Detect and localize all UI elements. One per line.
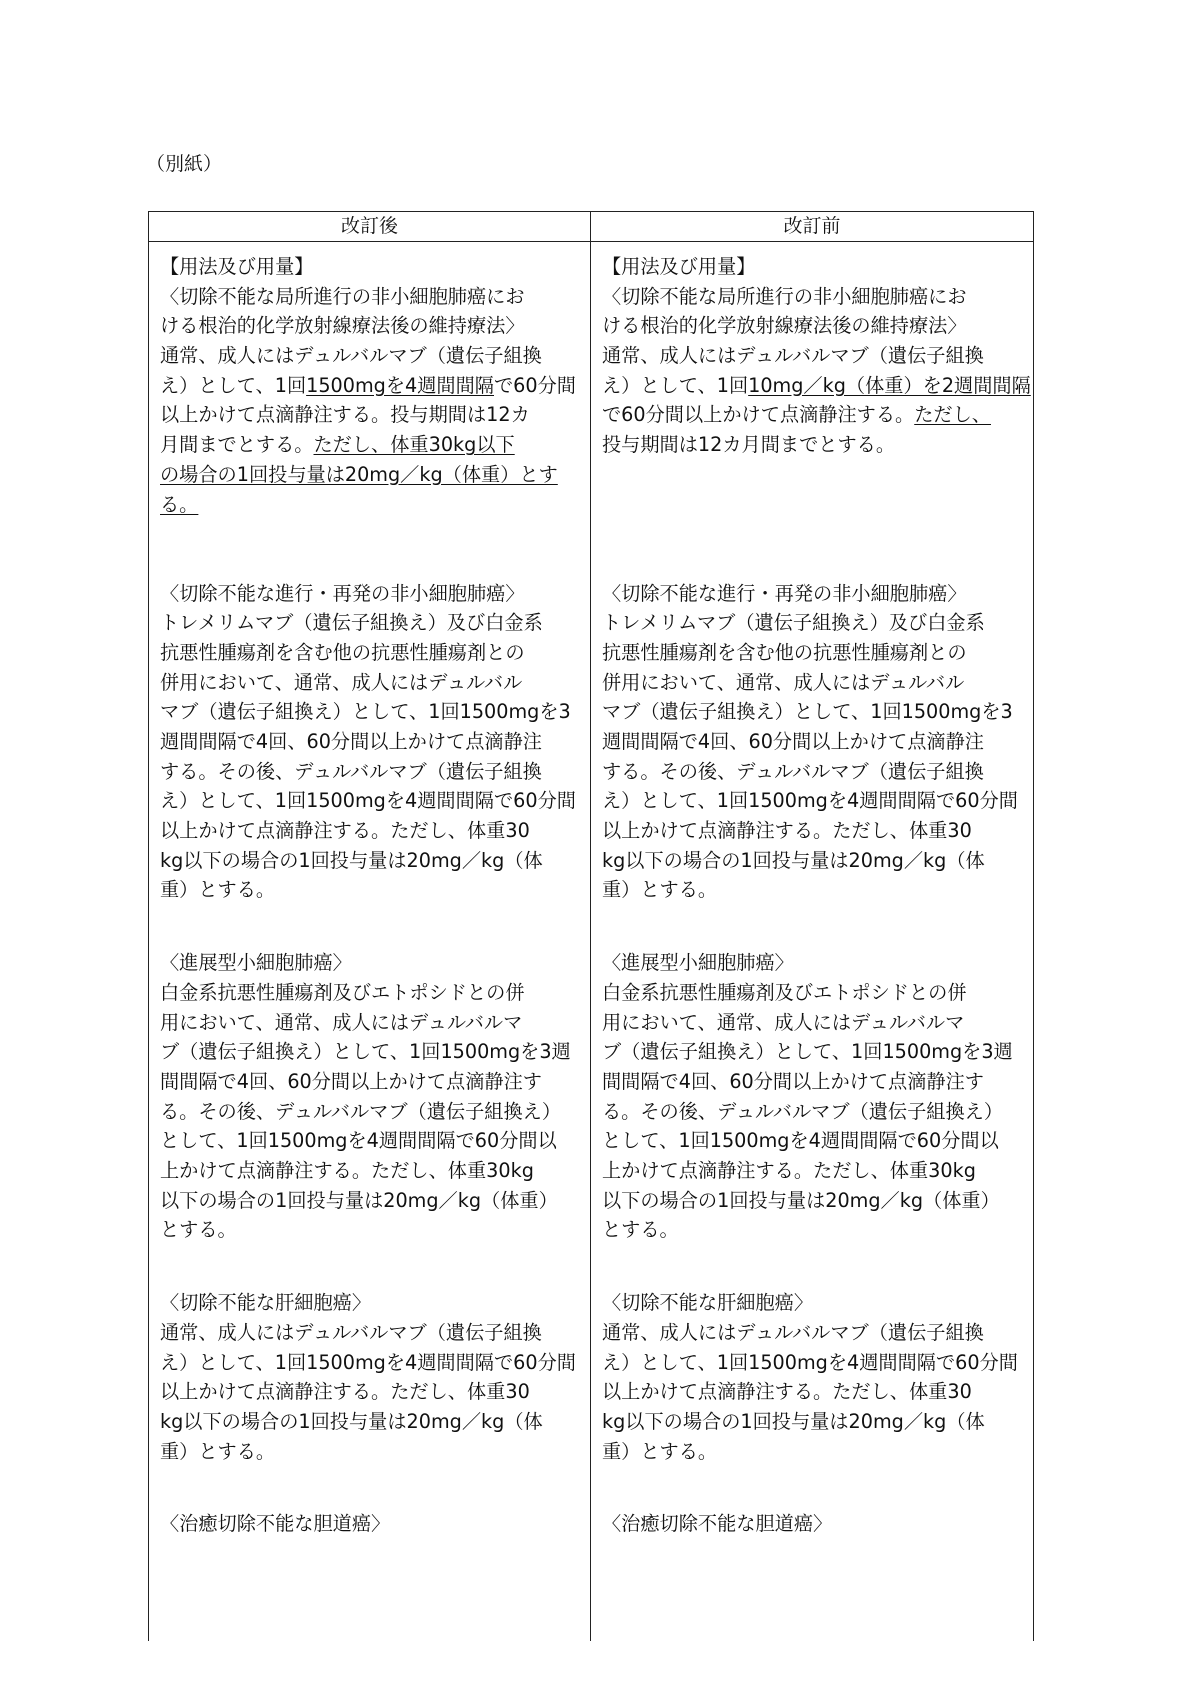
text-line <box>160 252 582 282</box>
text-line <box>602 1377 1024 1407</box>
text-line <box>160 1097 582 1127</box>
text-line <box>602 1067 1024 1097</box>
text-line <box>602 282 1024 312</box>
text-segment: 重）とする。 <box>602 1439 718 1463</box>
text-line <box>160 757 582 787</box>
text-line <box>160 638 582 668</box>
dosage-section <box>160 252 582 519</box>
text-line <box>160 341 582 371</box>
text-segment: え）として、1回1500mgを4週間間隔で60分間 <box>160 1350 576 1374</box>
text-segment: 重）とする。 <box>160 878 276 902</box>
text-line <box>602 1509 1024 1539</box>
text-line <box>160 1186 582 1216</box>
dosage-section <box>602 579 1024 906</box>
section-gap <box>160 905 582 948</box>
header-before-revision: 改訂前 <box>783 215 841 237</box>
text-segment: 用において、通常、成人にはデュルバルマ <box>160 1010 523 1034</box>
text-segment: え）として、1回 <box>602 373 749 397</box>
dosage-section <box>160 1509 582 1539</box>
text-segment: 〈進展型小細胞肺癌〉 <box>602 951 794 975</box>
after-revision-column <box>160 252 582 1539</box>
text-segment: とする。 <box>602 1218 679 1242</box>
text-segment: kg以下の場合の1回投与量は20mg／kg（体 <box>602 848 985 872</box>
page-label: （別紙） <box>146 153 223 175</box>
text-segment: kg以下の場合の1回投与量は20mg／kg（体 <box>602 1409 985 1433</box>
section-gap <box>160 1466 582 1509</box>
text-segment: 【用法及び用量】 <box>160 255 314 278</box>
text-line <box>602 579 1024 609</box>
text-segment: 間間隔で4回、60分間以上かけて点滴静注す <box>602 1069 984 1093</box>
text-segment: 【用法及び用量】 <box>602 255 756 278</box>
text-line <box>160 282 582 312</box>
text-segment: 上かけて点滴静注する。ただし、体重30kg <box>602 1159 976 1183</box>
text-line <box>160 875 582 905</box>
header-after-revision: 改訂後 <box>340 215 398 237</box>
text-segment: ける根治的化学放射線療法後の維持療法〉 <box>602 314 967 338</box>
text-line <box>602 948 1024 978</box>
underlined-text: 10mg／kg（体重）を2週間間隔 <box>748 373 1031 397</box>
text-segment: 以下の場合の1回投与量は20mg／kg（体重） <box>160 1188 558 1212</box>
text-segment: として、1回1500mgを4週間間隔で60分間以 <box>602 1129 999 1153</box>
text-line <box>602 252 1024 282</box>
underlined-text: 1500mgを4週間間隔 <box>306 373 494 397</box>
text-segment: トレメリムマブ（遺伝子組換え）及び白金系 <box>602 611 985 635</box>
text-segment: ける根治的化学放射線療法後の維持療法〉 <box>160 314 525 338</box>
text-line <box>602 1215 1024 1245</box>
text-segment: 以上かけて点滴静注する。ただし、体重30 <box>160 819 530 843</box>
text-segment: る。その後、デュルバルマブ（遺伝子組換え） <box>160 1099 562 1123</box>
text-segment: で60分間 <box>494 373 576 397</box>
text-line <box>602 757 1024 787</box>
dosage-section <box>160 948 582 1245</box>
text-line <box>160 400 582 430</box>
text-line <box>160 1008 582 1038</box>
table-header-row <box>149 212 1033 242</box>
revision-comparison-table <box>148 211 1034 1641</box>
text-line <box>602 816 1024 846</box>
section-gap <box>602 460 1024 579</box>
text-line <box>602 1156 1024 1186</box>
text-segment: 用において、通常、成人にはデュルバルマ <box>602 1010 965 1034</box>
text-line <box>160 846 582 876</box>
text-line <box>160 1509 582 1539</box>
text-line <box>602 1126 1024 1156</box>
text-segment: え）として、1回 <box>160 373 307 397</box>
text-segment: 月間までとする。 <box>160 433 314 457</box>
text-line <box>160 1156 582 1186</box>
text-line <box>160 1067 582 1097</box>
underlined-text: る。 <box>160 492 199 516</box>
text-segment: 通常、成人にはデュルバルマブ（遺伝子組換 <box>160 344 542 368</box>
text-line <box>160 697 582 727</box>
text-line <box>160 608 582 638</box>
text-segment: 重）とする。 <box>602 878 718 902</box>
text-line <box>602 341 1024 371</box>
text-line <box>602 638 1024 668</box>
text-line <box>160 1377 582 1407</box>
text-line <box>160 816 582 846</box>
text-line <box>160 430 582 460</box>
text-segment: として、1回1500mgを4週間間隔で60分間以 <box>160 1129 557 1153</box>
text-segment: 週間間隔で4回、60分間以上かけて点滴静注 <box>160 730 542 754</box>
text-segment: 〈切除不能な局所進行の非小細胞肺癌にお <box>602 284 967 308</box>
text-segment: 〈切除不能な進行・再発の非小細胞肺癌〉 <box>602 581 967 605</box>
text-line <box>160 1288 582 1318</box>
text-segment: ブ（遺伝子組換え）として、1回1500mgを3週 <box>602 1040 1013 1064</box>
dosage-section <box>160 579 582 906</box>
text-line <box>602 1348 1024 1378</box>
text-segment: 〈治癒切除不能な胆道癌〉 <box>160 1512 391 1536</box>
text-segment: で60分間以上かけて点滴静注する。 <box>602 403 915 427</box>
text-line <box>602 1037 1024 1067</box>
dosage-section <box>602 1288 1024 1466</box>
text-segment: マブ（遺伝子組換え）として、1回1500mgを3 <box>602 700 1013 724</box>
text-segment: kg以下の場合の1回投与量は20mg／kg（体 <box>160 848 543 872</box>
text-line <box>160 460 582 490</box>
text-line <box>160 1037 582 1067</box>
text-segment: 〈進展型小細胞肺癌〉 <box>160 951 352 975</box>
text-segment: kg以下の場合の1回投与量は20mg／kg（体 <box>160 1409 543 1433</box>
text-line <box>602 1008 1024 1038</box>
text-line <box>602 1186 1024 1216</box>
underlined-text: の場合の1回投与量は20mg／kg（体重）とす <box>160 462 558 486</box>
text-line <box>160 311 582 341</box>
text-line <box>602 1097 1024 1127</box>
text-segment: 週間間隔で4回、60分間以上かけて点滴静注 <box>602 730 984 754</box>
text-segment: え）として、1回1500mgを4週間間隔で60分間 <box>602 1350 1018 1374</box>
section-gap <box>602 1466 1024 1509</box>
text-line <box>602 430 1024 460</box>
text-segment: 抗悪性腫瘍剤を含む他の抗悪性腫瘍剤との <box>160 640 525 664</box>
text-segment: とする。 <box>160 1218 237 1242</box>
section-gap <box>602 1245 1024 1288</box>
text-segment: マブ（遺伝子組換え）として、1回1500mgを3 <box>160 700 571 724</box>
text-segment: え）として、1回1500mgを4週間間隔で60分間 <box>160 789 576 813</box>
text-line <box>160 727 582 757</box>
dosage-section <box>160 1288 582 1466</box>
text-segment: ブ（遺伝子組換え）として、1回1500mgを3週 <box>160 1040 571 1064</box>
text-segment: 以下の場合の1回投与量は20mg／kg（体重） <box>602 1188 1000 1212</box>
text-line <box>602 400 1024 430</box>
text-line <box>160 1215 582 1245</box>
text-segment: 上かけて点滴静注する。ただし、体重30kg <box>160 1159 534 1183</box>
text-segment: 〈切除不能な肝細胞癌〉 <box>602 1291 814 1315</box>
text-line <box>160 978 582 1008</box>
text-line <box>602 1407 1024 1437</box>
text-line <box>160 1348 582 1378</box>
text-line <box>602 371 1031 401</box>
text-line <box>602 846 1024 876</box>
text-line <box>160 1407 582 1437</box>
text-line <box>602 608 1024 638</box>
text-segment: 併用において、通常、成人にはデュルバル <box>602 670 965 694</box>
text-segment: 併用において、通常、成人にはデュルバル <box>160 670 523 694</box>
text-line <box>602 311 1024 341</box>
text-segment: 〈治癒切除不能な胆道癌〉 <box>602 1512 833 1536</box>
text-line <box>602 978 1024 1008</box>
before-revision-column <box>602 252 1031 1539</box>
text-segment: え）として、1回1500mgを4週間間隔で60分間 <box>602 789 1018 813</box>
text-segment: 重）とする。 <box>160 1439 276 1463</box>
section-gap <box>160 1245 582 1288</box>
text-segment: 〈切除不能な進行・再発の非小細胞肺癌〉 <box>160 581 525 605</box>
text-line <box>602 1437 1024 1467</box>
text-line <box>160 786 582 816</box>
text-segment: トレメリムマブ（遺伝子組換え）及び白金系 <box>160 611 543 635</box>
text-segment: 通常、成人にはデュルバルマブ（遺伝子組換 <box>602 1320 984 1344</box>
text-line <box>602 1318 1024 1348</box>
text-line <box>602 1288 1024 1318</box>
text-line <box>160 1318 582 1348</box>
text-line <box>602 668 1024 698</box>
text-segment: 間間隔で4回、60分間以上かけて点滴静注す <box>160 1069 542 1093</box>
section-gap <box>602 905 1024 948</box>
dosage-section <box>602 948 1024 1245</box>
text-segment: る。その後、デュルバルマブ（遺伝子組換え） <box>602 1099 1004 1123</box>
text-line <box>160 1437 582 1467</box>
text-segment: する。その後、デュルバルマブ（遺伝子組換 <box>160 759 542 783</box>
section-gap <box>160 519 582 578</box>
text-segment: 〈切除不能な肝細胞癌〉 <box>160 1291 372 1315</box>
text-line <box>602 875 1024 905</box>
text-segment: 以上かけて点滴静注する。ただし、体重30 <box>602 819 972 843</box>
text-line <box>602 786 1024 816</box>
text-line <box>602 697 1024 727</box>
text-line <box>160 948 582 978</box>
text-segment: 投与期間は12カ月間までとする。 <box>602 433 896 457</box>
text-line <box>160 579 582 609</box>
text-segment: 以上かけて点滴静注する。ただし、体重30 <box>160 1380 530 1404</box>
text-line <box>160 1126 582 1156</box>
text-segment: する。その後、デュルバルマブ（遺伝子組換 <box>602 759 984 783</box>
text-line <box>160 371 582 401</box>
text-segment: 抗悪性腫瘍剤を含む他の抗悪性腫瘍剤との <box>602 640 967 664</box>
text-segment: 白金系抗悪性腫瘍剤及びエトポシドとの併 <box>160 980 525 1004</box>
underlined-text: ただし、体重30kg以下 <box>313 433 515 457</box>
text-segment: 以上かけて点滴静注する。ただし、体重30 <box>602 1380 972 1404</box>
column-divider <box>590 212 591 1641</box>
text-line <box>160 490 582 520</box>
text-segment: 以上かけて点滴静注する。投与期間は12カ <box>160 403 530 427</box>
dosage-section <box>602 252 1031 460</box>
text-segment: 通常、成人にはデュルバルマブ（遺伝子組換 <box>602 344 984 368</box>
underlined-text: ただし、 <box>914 403 991 427</box>
dosage-section <box>602 1509 1024 1539</box>
text-segment: 〈切除不能な局所進行の非小細胞肺癌にお <box>160 284 525 308</box>
text-segment: 白金系抗悪性腫瘍剤及びエトポシドとの併 <box>602 980 967 1004</box>
text-line <box>160 668 582 698</box>
text-line <box>602 727 1024 757</box>
text-segment: 通常、成人にはデュルバルマブ（遺伝子組換 <box>160 1320 542 1344</box>
